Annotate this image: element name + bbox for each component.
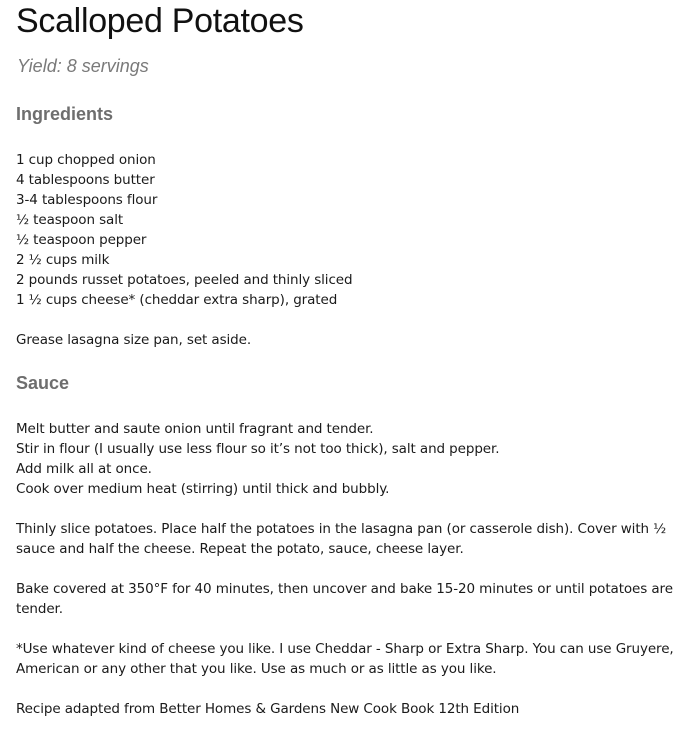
ingredient-item: 1 cup chopped onion (16, 152, 156, 168)
sauce-step: Add milk all at once. (16, 461, 152, 477)
ingredient-item: ½ teaspoon pepper (16, 232, 147, 248)
sauce-step: Cook over medium heat (stirring) until thick and bubbly. (16, 481, 390, 497)
sauce-step: Melt butter and saute onion until fragrant and tender. (16, 421, 374, 437)
layering-instructions: Thinly slice potatoes. Place half the potatoes in the lasagna pan (or casserole dish). Cover with ½ sauce and half the cheese. Repeat the potato, sauce, cheese layer. (16, 521, 667, 557)
sauce-steps (16, 419, 499, 499)
ingredient-item: 1 ½ cups cheese* (cheddar extra sharp), grated (16, 292, 338, 308)
cheese-note: *Use whatever kind of cheese you like. I use Cheddar - Sharp or Extra Sharp. You can use Gruyere, American or any other that you like. Use as much or as little as you like. (16, 641, 674, 677)
sauce-step: Stir in flour (I usually use less flour so it’s not too thick), salt and pepper. (16, 441, 500, 457)
recipe-yield: Yield: 8 servings (17, 56, 149, 76)
ingredient-item: 2 pounds russet potatoes, peeled and thinly sliced (16, 272, 353, 288)
baking-instructions: Bake covered at 350°F for 40 minutes, then uncover and bake 15-20 minutes or until potatoes are tender. (16, 581, 673, 617)
ingredient-item: 3-4 tablespoons flour (16, 192, 158, 208)
recipe-title: Scalloped Potatoes (16, 2, 304, 40)
ingredient-item: 4 tablespoons butter (16, 172, 155, 188)
sauce-heading: Sauce (16, 373, 70, 393)
ingredients-list (16, 150, 352, 310)
ingredient-item: ½ teaspoon salt (16, 212, 124, 228)
ingredients-heading: Ingredients (16, 104, 114, 124)
prep-note: Grease lasagna size pan, set aside. (16, 332, 252, 348)
recipe-credit: Recipe adapted from Better Homes & Gardens New Cook Book 12th Edition (16, 701, 520, 717)
ingredient-item: 2 ½ cups milk (16, 252, 110, 268)
